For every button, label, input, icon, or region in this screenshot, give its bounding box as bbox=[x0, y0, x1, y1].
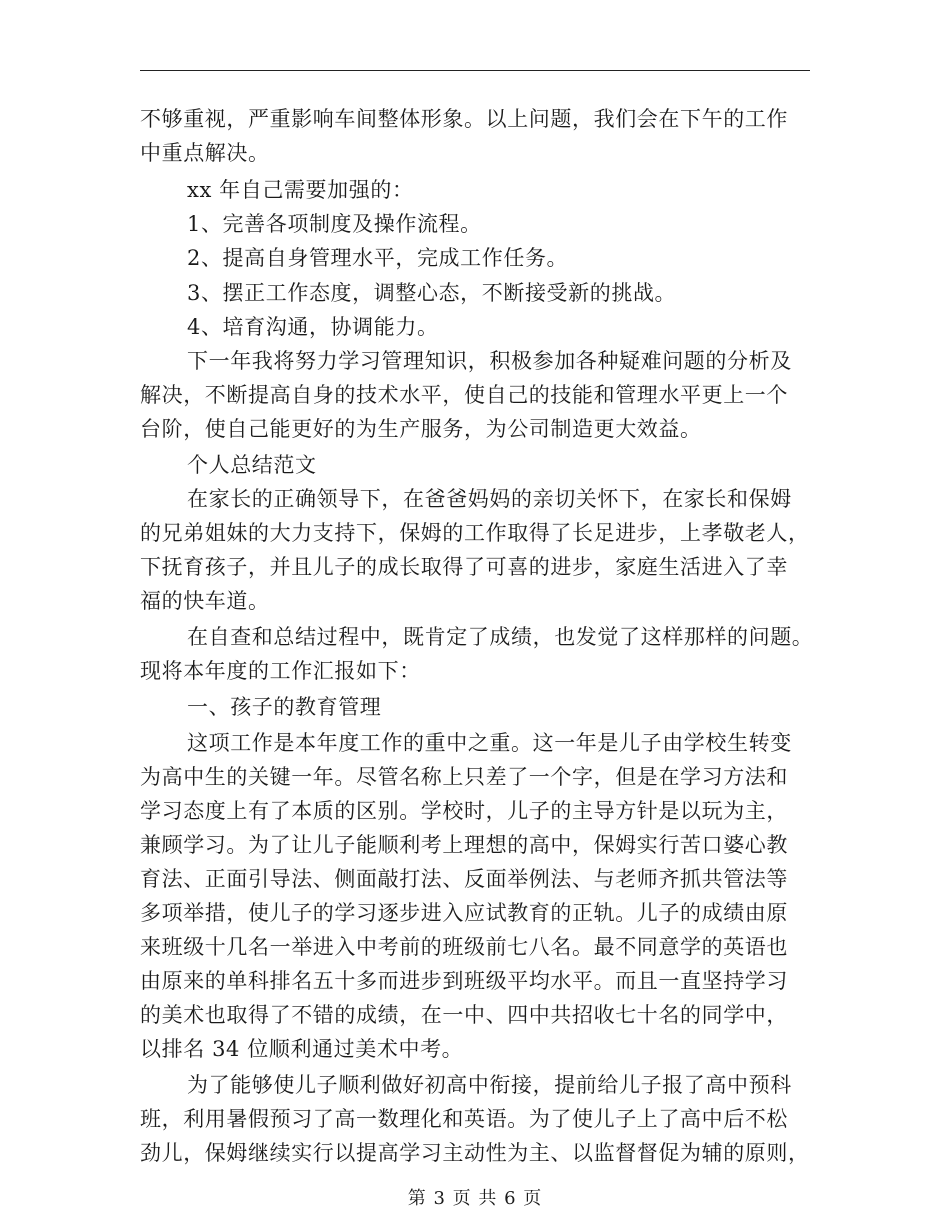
text-line: 由原来的单科排名五十多而进步到班级平均水平。而且一直坚持学习 bbox=[140, 969, 788, 993]
text-line: 4、培育沟通，协调能力。 bbox=[187, 315, 439, 339]
text-line: 下抚育孩子，并且儿子的成长取得了可喜的进步，家庭生活进入了幸 bbox=[140, 555, 788, 579]
text-line: 这项工作是本年度工作的重中之重。这一年是儿子由学校生转变 bbox=[187, 731, 792, 755]
text-line: 一、孩子的教育管理 bbox=[187, 695, 382, 719]
text-line: 为了能够使儿子顺利做好初高中衔接，提前给儿子报了高中预科 bbox=[187, 1073, 792, 1097]
text-line: 在家长的正确领导下，在爸爸妈妈的亲切关怀下，在家长和保姆 bbox=[187, 487, 792, 511]
text-line: 下一年我将努力学习管理知识，积极参加各种疑难问题的分析及 bbox=[187, 349, 792, 373]
text-line: 现将本年度的工作汇报如下： bbox=[140, 659, 421, 683]
text-line: 的美术也取得了不错的成绩，在一中、四中共招收七十名的同学中， bbox=[140, 1003, 788, 1027]
text-line: 育法、正面引导法、侧面敲打法、反面举例法、与老师齐抓共管法等 bbox=[140, 867, 788, 891]
text-line: 班，利用暑假预习了高一数理化和英语。为了使儿子上了高中后不松 bbox=[140, 1107, 788, 1131]
text-line: 3、摆正工作态度，调整心态，不断接受新的挑战。 bbox=[187, 281, 677, 305]
text-line: 多项举措，使儿子的学习逐步进入应试教育的正轨。儿子的成绩由原 bbox=[140, 901, 788, 925]
text-line: 来班级十几名一举进入中考前的班级前七八名。最不同意学的英语也 bbox=[140, 935, 788, 959]
text-line: 以排名 34 位顺利通过美术中考。 bbox=[140, 1037, 464, 1061]
text-line: xx 年自己需要加强的： bbox=[187, 178, 414, 202]
text-line: 学习态度上有了本质的区别。学校时，儿子的主导方针是以玩为主， bbox=[140, 799, 788, 823]
header-rule bbox=[140, 70, 810, 71]
text-line: 在自查和总结过程中，既肯定了成绩，也发觉了这样那样的问题。 bbox=[187, 625, 814, 649]
text-line: 不够重视，严重影响车间整体形象。以上问题，我们会在下午的工作 bbox=[140, 107, 788, 131]
text-line: 为高中生的关键一年。尽管名称上只差了一个字，但是在学习方法和 bbox=[140, 765, 788, 789]
text-line: 台阶，使自己能更好的为生产服务，为公司制造更大效益。 bbox=[140, 417, 702, 441]
text-line: 中重点解决。 bbox=[140, 141, 270, 165]
text-line: 1、完善各项制度及操作流程。 bbox=[187, 212, 482, 236]
text-line: 2、提高自身管理水平，完成工作任务。 bbox=[187, 246, 569, 270]
text-line: 劲儿，保姆继续实行以提高学习主动性为主、以监督督促为辅的原则， bbox=[140, 1141, 810, 1165]
page-number-footer: 第 3 页 共 6 页 bbox=[407, 1188, 543, 1209]
text-line: 福的快车道。 bbox=[140, 589, 270, 613]
text-line: 的兄弟姐妹的大力支持下，保姆的工作取得了长足进步，上孝敬老人， bbox=[140, 521, 810, 545]
text-line: 个人总结范文 bbox=[187, 453, 317, 477]
text-line: 兼顾学习。为了让儿子能顺利考上理想的高中，保姆实行苦口婆心教 bbox=[140, 833, 788, 857]
text-line: 解决，不断提高自身的技术水平，使自己的技能和管理水平更上一个 bbox=[140, 383, 788, 407]
